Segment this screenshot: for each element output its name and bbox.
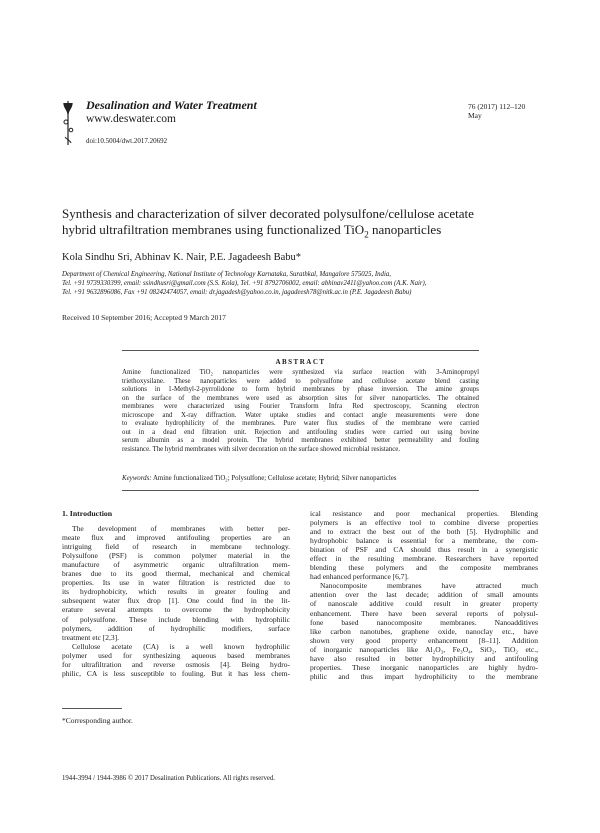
body-line: The development of membranes with better per-	[72, 524, 290, 534]
body-line: meate flux and improved antifouling properties are an	[62, 533, 290, 543]
abstract-body	[122, 369, 479, 454]
body-line: Nanocomposite membranes have attracted much	[320, 581, 538, 591]
body-line: Cellulose acetate (CA) is a well known hydrophilic	[72, 641, 290, 651]
abstract-line: microscope and X-ray diffraction. Water uptake studies and contact angle measurements were done	[122, 411, 479, 419]
body-line: philic and thus impart hydrophilicity to the membrane	[310, 671, 538, 681]
paper-title	[62, 206, 542, 243]
doi-link[interactable]: doi:10.5004/dwt.2017.20692	[86, 137, 168, 145]
body-line: attention over the last decade; addition of small amounts	[310, 590, 538, 600]
body-line: enhancement. There have been several reports of polysul-	[310, 608, 538, 618]
body-line: polymer used for synthesizing aqueous based membranes	[62, 650, 290, 660]
body-line: subsequent water flux drop [1]. One could find in the lit-	[62, 596, 290, 606]
body-line: branes due to its good thermal, mechanical and chemical	[62, 569, 290, 579]
abstract-heading: ABSTRACT	[275, 358, 326, 366]
body-line: like carbon nanotubes, graphene oxide, nanoclay etc., have	[310, 626, 538, 636]
abstract-line: to evaluate hydrophilicity of the membranes. Pure water flux studies of the membrane were carried	[122, 420, 479, 428]
body-line: bination of PSF and CA should thus result in a synergistic	[310, 545, 538, 555]
author-list: Kola Sindhu Sri, Abhinav K. Nair, P.E. Jagadeesh Babu*	[62, 252, 302, 263]
body-line: and to extract the best out of the both [5]. Hydrophilic and	[310, 527, 538, 537]
abstract-line: out in a dead end filtration unit. Rejection and antifouling studies were carried out using bovine	[122, 428, 479, 436]
affiliation-block	[62, 270, 542, 297]
body-line: fone based nanocomposite membranes. Nanoadditives	[310, 617, 538, 627]
keywords-label: Keywords:	[122, 475, 152, 482]
abstract-line: on the surface of the membranes were used as absorption sites for silver nanoparticles. The obtained	[122, 394, 479, 402]
body-line: manufacture of asymmetric organic ultrafiltration mem-	[62, 560, 290, 570]
body-line: of inorganic nanoparticles like Al₂O₃, Fe₃O₄, SiO₂, TiO₂ etc.,	[310, 644, 538, 654]
body-line: polymers, addition of hydrophilic modifiers, surface	[62, 623, 290, 633]
abstract-line: membranes were characterized using Fourier Transform Infra Red spectroscopy, Scanning electron	[122, 403, 479, 411]
left-column	[62, 509, 290, 678]
journal-url[interactable]: www.deswater.com	[86, 113, 176, 125]
body-line: polymers is an effective tool to combine diverse properties	[310, 518, 538, 528]
affiliation-line: Department of Chemical Engineering, National Institute of Technology Karnataka, Surathkal, Mangalore 575025, India,	[62, 271, 391, 278]
issue-info	[468, 102, 525, 120]
body-line: of nanoscale additive could result in greater property	[310, 599, 538, 609]
body-line: of polysulfone. These include blending with hydrophilic	[62, 614, 290, 624]
body-line: properties. Its use in water filtration is restricted due to	[62, 578, 290, 588]
footnote-rule	[62, 708, 122, 709]
body-line: have also resulted in better hydrophilicity and antifouling	[310, 653, 538, 663]
issue-volume-pages: 76 (2017) 112–120	[468, 102, 526, 111]
body-line: philic, CA is less susceptible to fouling. But it has less chem-	[62, 668, 290, 678]
body-line: hydrophobic balance is essential for a membrane, the com-	[310, 536, 538, 546]
affiliation-line: Tel. +91 9739330399, email: ssindhusri@gmail.com (S.S. Kola), Tel. +91 8792706002, email: abhinav2411@yahoo.com (A.K. Nair),	[62, 280, 427, 287]
footnote: *Corresponding author.	[62, 716, 133, 725]
keywords	[122, 475, 479, 482]
issue-month: May	[468, 111, 482, 120]
abstract-line: triethoxysilane. These nanoparticles were added to polysulfone and cellulose acetate blend casting	[122, 377, 479, 385]
body-line: ical resistance and poor mechanical properties. Blending	[310, 509, 538, 518]
abstract-line: Amine functionalized TiO₂ nanoparticles were synthesized via surface reaction with 3-Aminopropyl	[122, 369, 479, 376]
body-line: for ultrafiltration and reverse osmosis [4]. Being hydro-	[62, 659, 290, 669]
title-line-2: hybrid ultrafiltration membranes using functionalized TiO$_2$ nanoparticles	[62, 222, 442, 240]
abstract-line: solutions in 1-Methyl-2-pyrrolidone to form hybrid membranes by phase inversion. The amine groups	[122, 386, 479, 394]
journal-title: Desalination and Water Treatment	[86, 98, 257, 112]
right-column	[310, 509, 538, 681]
abstract-line: serum albumin as a model protein. The hybrid membranes exhibited better permeability and fouling	[122, 437, 479, 445]
body-line: erature several attempts to overcome the hydrophobicity	[62, 605, 290, 615]
section-heading: 1. Introduction	[62, 509, 113, 518]
abstract-bottom-rule	[122, 490, 479, 491]
body-line: effect in the resulting membrane. Researchers have reported	[310, 554, 538, 564]
body-line: properties. These inorganic nanoparticles are highly hydro-	[310, 662, 538, 672]
keywords-list: Amine functionalized TiO₂; Polysulfone; Cellulose acetate; Hybrid; Silver nanoparticles	[151, 475, 397, 482]
body-line: shown very good property enhancement [8–11]. Addition	[310, 635, 538, 645]
title-line-1: Synthesis and characterization of silver decorated polysulfone/cellulose acetate	[62, 206, 474, 221]
body-line: its hydrophobicity, which results in greater fouling and	[62, 587, 290, 597]
journal-logo-icon	[62, 100, 76, 146]
abstract-line: resistance. The hybrid membranes with silver decoration on the surface showed microbial resistance.	[122, 445, 401, 453]
body-line: had enhanced performance [6,7].	[310, 572, 409, 582]
body-line: treatment etc [2,3].	[62, 632, 120, 642]
abstract-top-rule	[122, 350, 479, 351]
body-line: intriguing field of research in membrane technology.	[62, 542, 290, 552]
received-dates: Received 10 September 2016; Accepted 9 March 2017	[62, 313, 226, 322]
copyright-footer: 1944-3994 / 1944-3986 © 2017 Desalination Publications. All rights reserved.	[62, 775, 276, 782]
body-line: blending these polymers and the composite membranes	[310, 563, 538, 573]
body-line: Polysulfone (PSF) is common polymer material in the	[62, 551, 290, 561]
affiliation-line: Tel. +91 9632896086, Fax +91 08242474057, email: dr.jagadesh@yahoo.co.in, jagadeesh78@nitk.ac.in (P.E. Jagadeesh Babu)	[62, 289, 412, 296]
